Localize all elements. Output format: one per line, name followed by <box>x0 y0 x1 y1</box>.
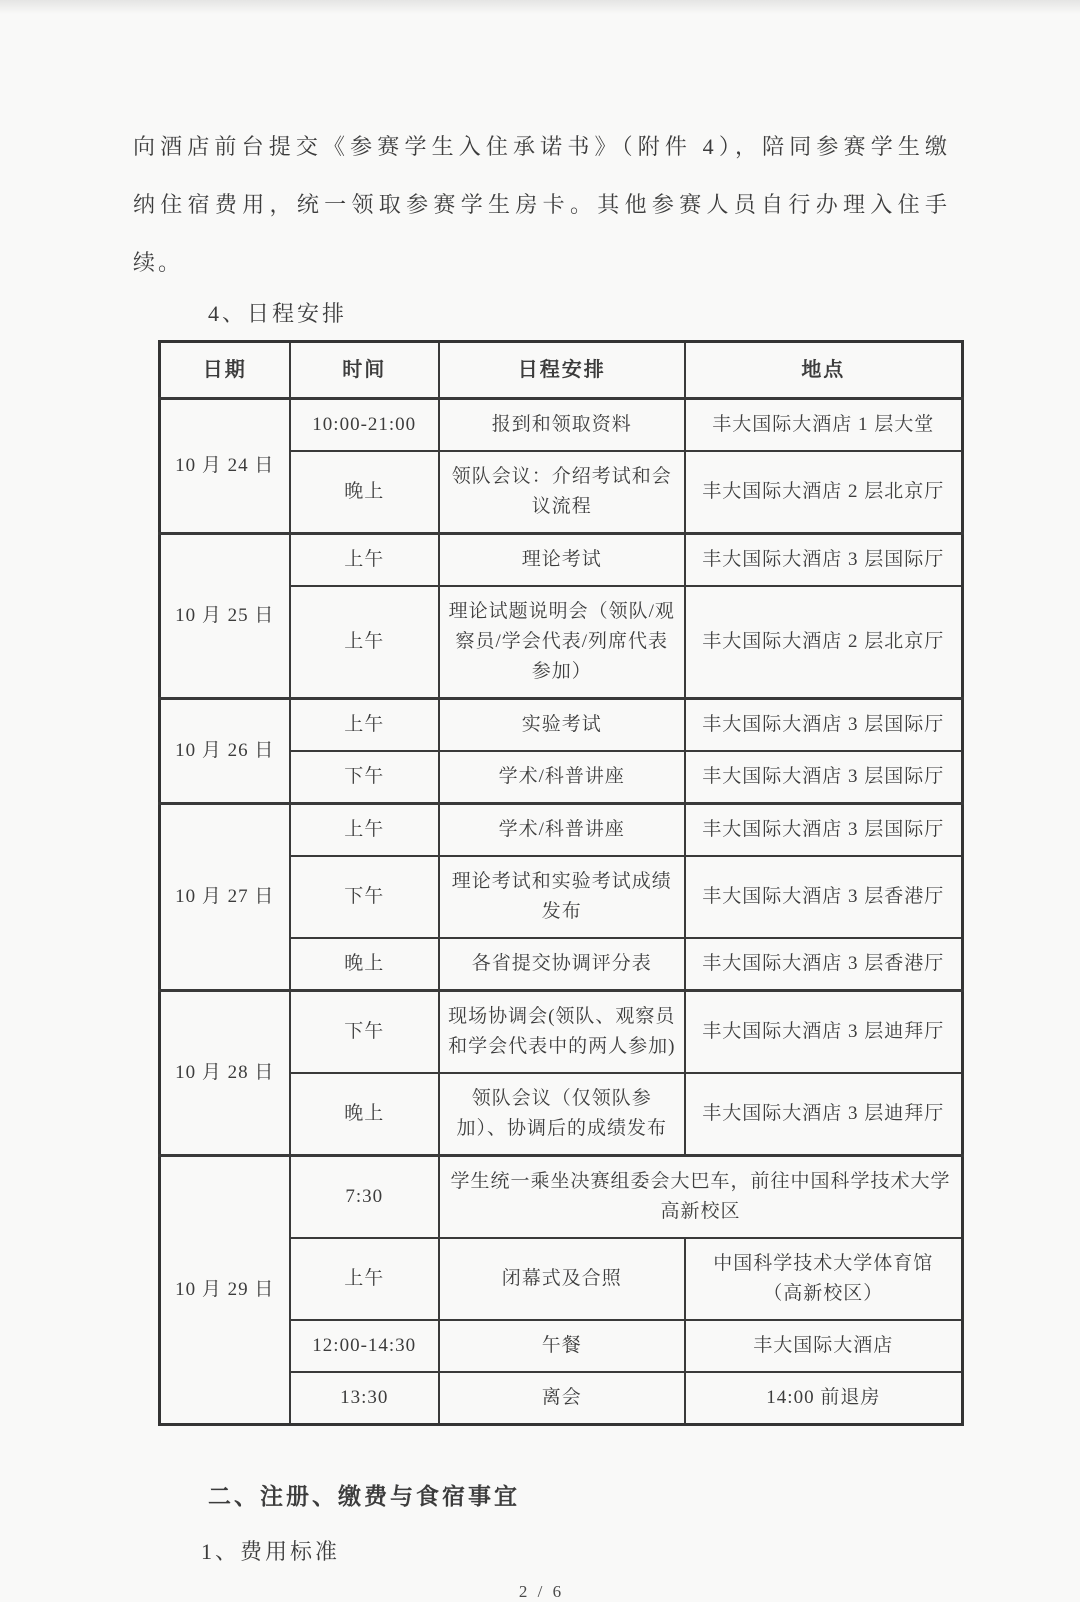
header-cell-event: 日程安排 <box>439 342 685 399</box>
date-cell: 10 月 27 日 <box>160 804 290 991</box>
paragraph-line: 续。 <box>133 250 184 275</box>
time-cell: 上午 <box>290 699 439 752</box>
time-cell: 下午 <box>290 991 439 1074</box>
date-cell: 10 月 28 日 <box>160 991 290 1156</box>
table-row <box>160 399 963 452</box>
section-heading: 二、注册、缴费与食宿事宜 <box>208 1484 520 1509</box>
date-cell: 10 月 24 日 <box>160 399 290 534</box>
location-cell: 中国科学技术大学体育馆（高新校区） <box>685 1238 963 1320</box>
date-cell: 10 月 26 日 <box>160 699 290 804</box>
schedule-heading: 4、日程安排 <box>208 301 348 326</box>
header-cell-date: 日期 <box>160 342 290 399</box>
time-cell: 上午 <box>290 586 439 699</box>
location-cell: 丰大国际大酒店 <box>685 1320 963 1372</box>
schedule-table <box>158 340 964 1426</box>
event-cell: 学生统一乘坐决赛组委会大巴车，前往中国科学技术大学高新校区 <box>439 1156 963 1239</box>
event-cell: 理论考试 <box>439 534 685 587</box>
table-row <box>160 1156 963 1239</box>
header-cell-time: 时间 <box>290 342 439 399</box>
time-cell: 10:00-21:00 <box>290 399 439 452</box>
table-row <box>160 804 963 857</box>
event-cell: 实验考试 <box>439 699 685 752</box>
schedule-table-header <box>160 342 963 399</box>
time-cell: 晚上 <box>290 1073 439 1156</box>
event-cell: 闭幕式及合照 <box>439 1238 685 1320</box>
location-cell: 丰大国际大酒店 3 层国际厅 <box>685 534 963 587</box>
header-row <box>160 342 963 399</box>
date-cell: 10 月 29 日 <box>160 1156 290 1425</box>
location-cell: 丰大国际大酒店 2 层北京厅 <box>685 586 963 699</box>
event-cell: 理论考试和实验考试成绩发布 <box>439 856 685 938</box>
date-cell: 10 月 25 日 <box>160 534 290 699</box>
time-cell: 下午 <box>290 751 439 804</box>
event-cell: 领队会议：介绍考试和会议流程 <box>439 451 685 534</box>
subsection-heading: 1、费用标准 <box>201 1539 341 1564</box>
event-cell: 报到和领取资料 <box>439 399 685 452</box>
event-cell: 理论试题说明会（领队/观察员/学会代表/列席代表参加） <box>439 586 685 699</box>
paragraph-line: 纳住宿费用，统一领取参赛学生房卡。其他参赛人员自行办理入住手 <box>133 192 950 217</box>
time-cell: 12:00-14:30 <box>290 1320 439 1372</box>
location-cell: 丰大国际大酒店 2 层北京厅 <box>685 451 963 534</box>
scan-edge-shadow <box>0 0 1080 14</box>
event-cell: 现场协调会(领队、观察员和学会代表中的两人参加) <box>439 991 685 1074</box>
event-cell: 学术/科普讲座 <box>439 751 685 804</box>
location-cell: 丰大国际大酒店 3 层迪拜厅 <box>685 991 963 1074</box>
paragraph-line: 向酒店前台提交《参赛学生入住承诺书》（附件 4），陪同参赛学生缴 <box>133 134 950 159</box>
schedule-table-body <box>160 399 963 1425</box>
location-cell: 丰大国际大酒店 1 层大堂 <box>685 399 963 452</box>
event-cell: 各省提交协调评分表 <box>439 938 685 991</box>
event-cell: 领队会议（仅领队参加）、协调后的成绩发布 <box>439 1073 685 1156</box>
location-cell: 丰大国际大酒店 3 层迪拜厅 <box>685 1073 963 1156</box>
table-row <box>160 699 963 752</box>
intro-paragraph <box>133 118 950 292</box>
time-cell: 晚上 <box>290 938 439 991</box>
time-cell: 上午 <box>290 1238 439 1320</box>
location-cell: 丰大国际大酒店 3 层国际厅 <box>685 804 963 857</box>
event-cell: 离会 <box>439 1372 685 1425</box>
time-cell: 晚上 <box>290 451 439 534</box>
time-cell: 下午 <box>290 856 439 938</box>
time-cell: 7:30 <box>290 1156 439 1239</box>
event-cell: 学术/科普讲座 <box>439 804 685 857</box>
table-row <box>160 991 963 1074</box>
location-cell: 14:00 前退房 <box>685 1372 963 1425</box>
table-row <box>160 534 963 587</box>
location-cell: 丰大国际大酒店 3 层国际厅 <box>685 699 963 752</box>
time-cell: 上午 <box>290 804 439 857</box>
location-cell: 丰大国际大酒店 3 层香港厅 <box>685 938 963 991</box>
page-number: 2 / 6 <box>518 1582 565 1601</box>
location-cell: 丰大国际大酒店 3 层国际厅 <box>685 751 963 804</box>
header-cell-location: 地点 <box>685 342 963 399</box>
location-cell: 丰大国际大酒店 3 层香港厅 <box>685 856 963 938</box>
event-cell: 午餐 <box>439 1320 685 1372</box>
time-cell: 上午 <box>290 534 439 587</box>
time-cell: 13:30 <box>290 1372 439 1425</box>
